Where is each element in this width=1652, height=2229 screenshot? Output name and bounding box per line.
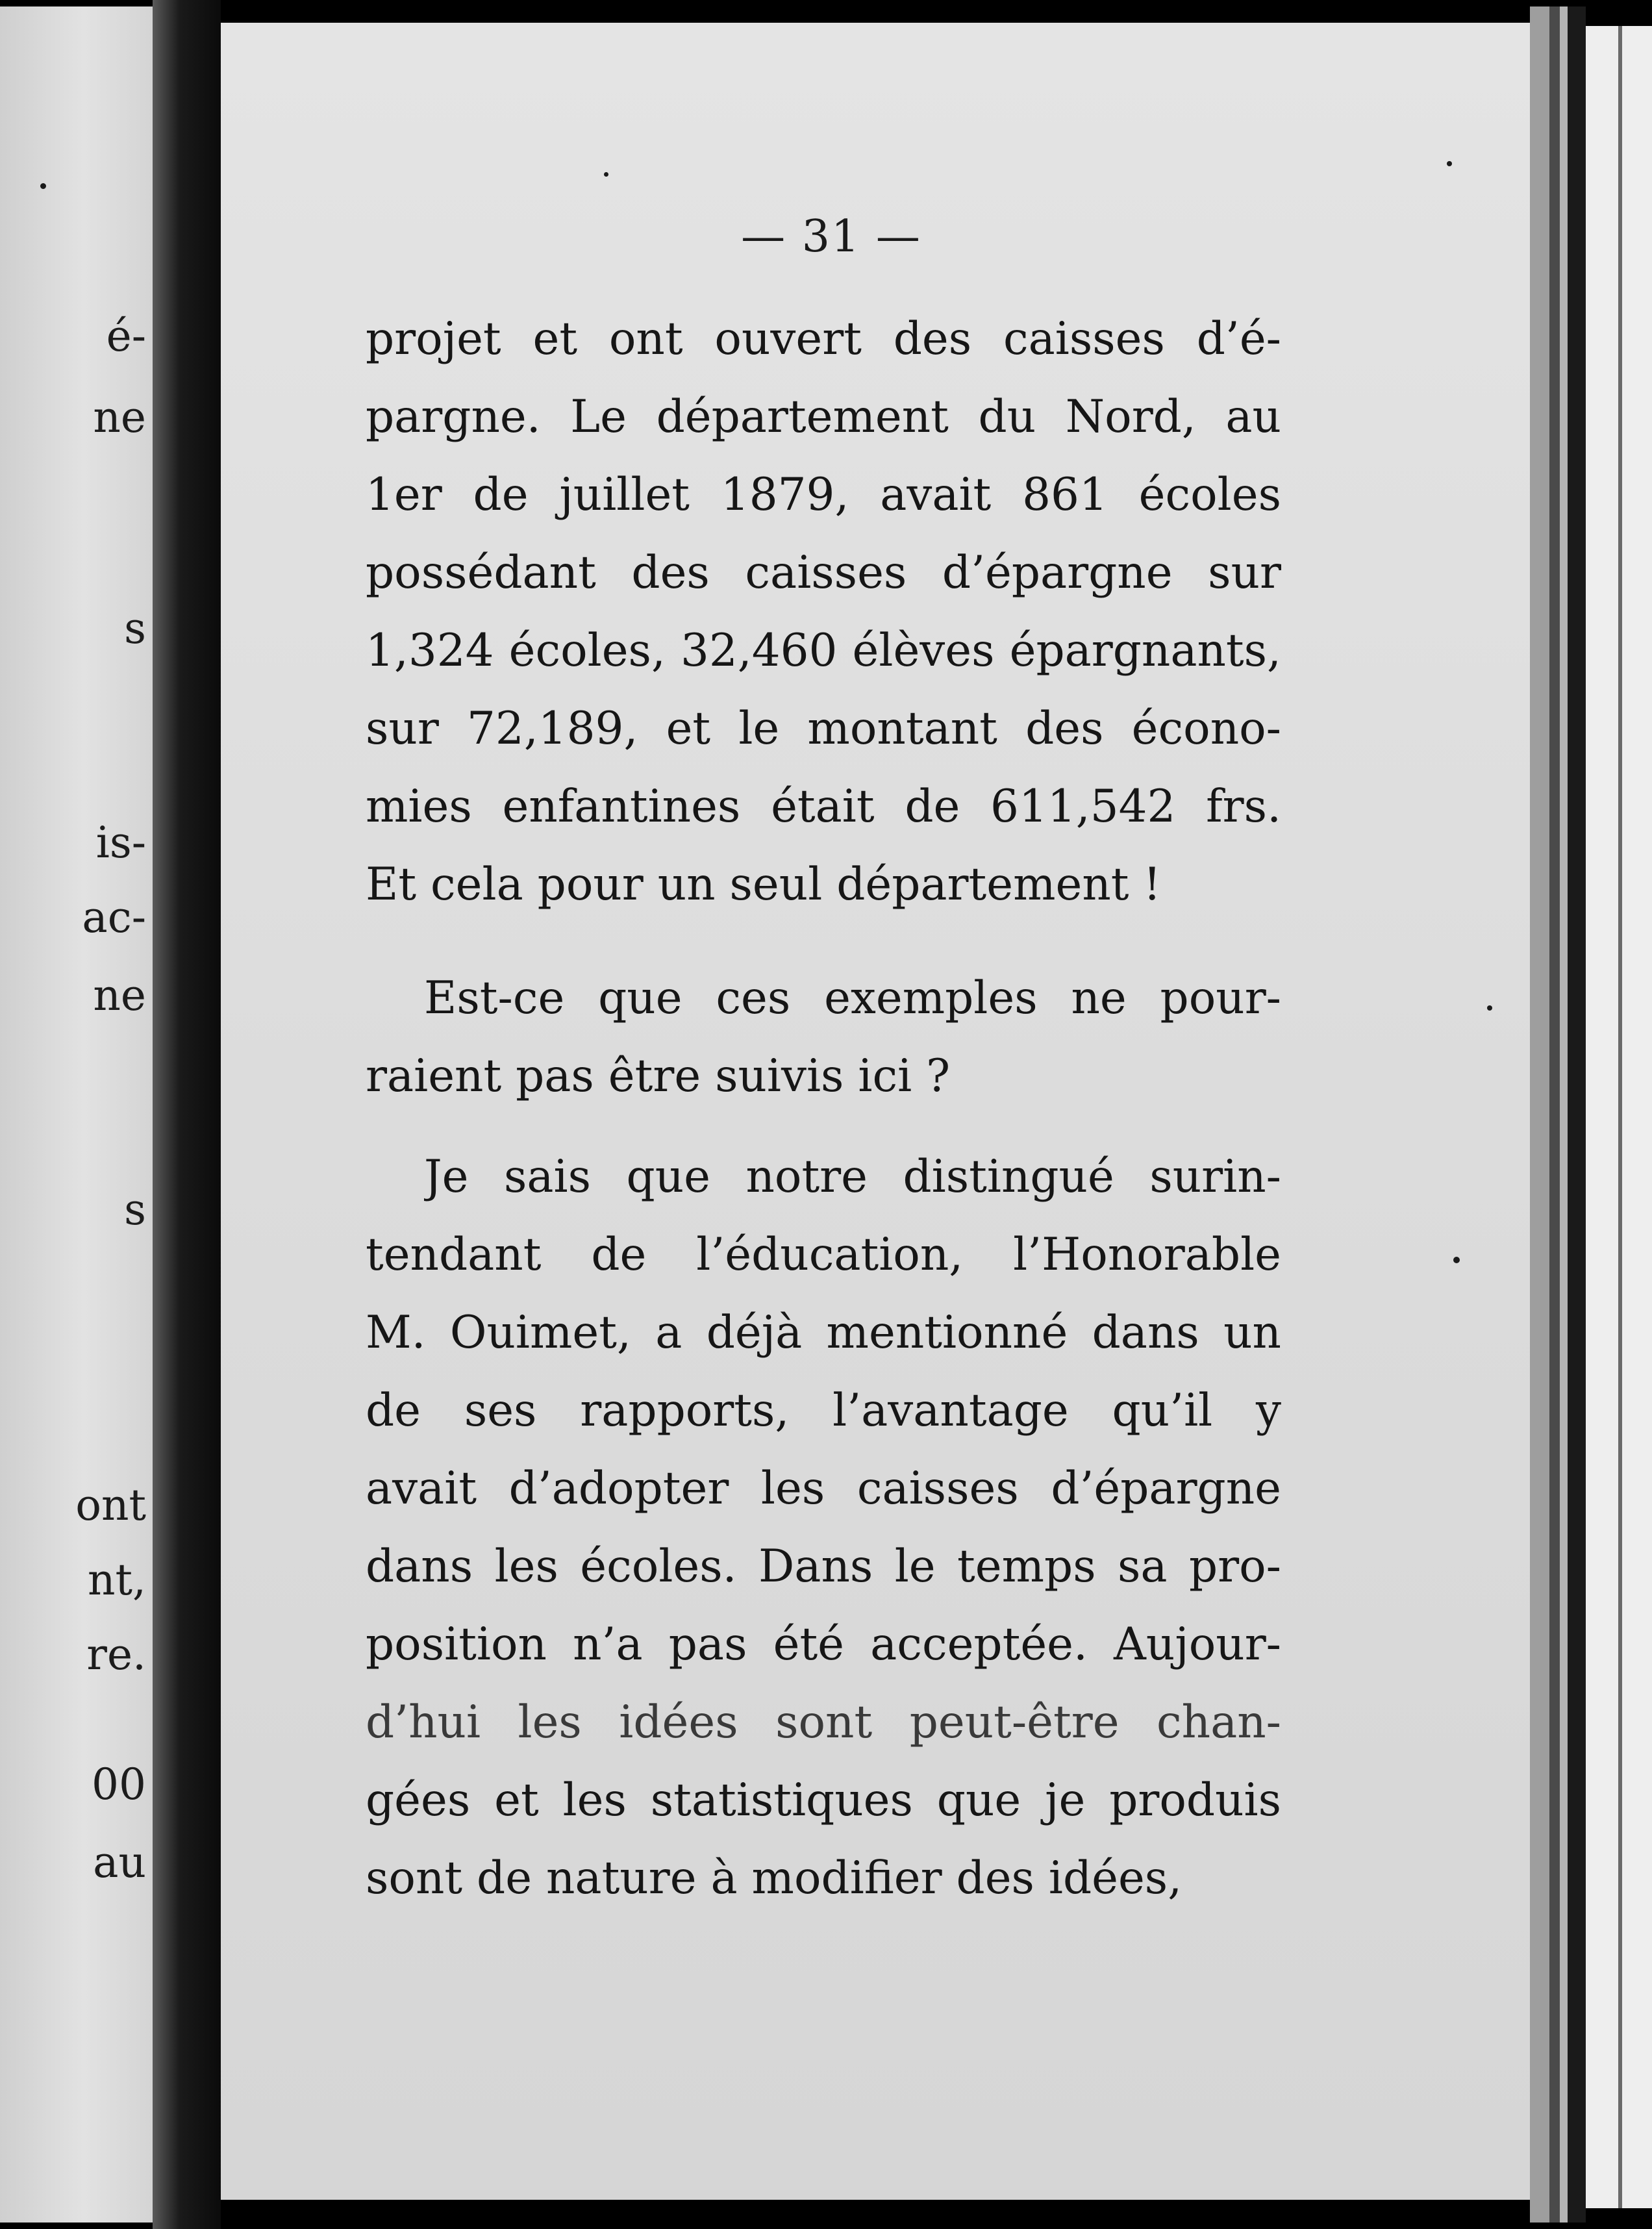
text-line: mies enfantines était de 611,542 frs. [366, 781, 1281, 833]
previous-page-fragment: nt, [87, 1559, 146, 1602]
page-edge-stack [1568, 6, 1586, 2223]
scan-speck [604, 172, 608, 177]
text-line: sur 72,189, et le montant des écono- [366, 703, 1281, 755]
book-gutter [153, 0, 221, 2229]
text-line: avait d’adopter les caisses d’épargne [366, 1463, 1281, 1515]
previous-page-edge [0, 6, 153, 2223]
previous-page-fragment: é- [106, 315, 146, 358]
previous-page-fragment: s [124, 607, 146, 650]
previous-page-fragment: ne [93, 396, 146, 439]
text-line: 1,324 écoles, 32,460 élèves épargnants, [366, 625, 1281, 677]
text-line: raient pas être suivis ici ? [366, 1050, 951, 1102]
text-line: tendant de l’éducation, l’Honorable [366, 1229, 1281, 1281]
text-line: projet et ont ouvert des caisses d’é- [366, 313, 1281, 365]
text-line: Est-ce que ces exemples ne pour- [424, 972, 1281, 1024]
page-number: — 31 — [741, 211, 921, 262]
previous-page-fragment: is- [95, 822, 146, 864]
text-line: dans les écoles. Dans le temps sa pro- [366, 1541, 1281, 1593]
text-line: M. Ouimet, a déjà mentionné dans un [366, 1307, 1281, 1359]
scan-speck [40, 183, 46, 189]
text-line: possédant des caisses d’épargne sur [366, 547, 1281, 599]
previous-page-fragment: ac- [82, 896, 146, 939]
text-line: pargne. Le département du Nord, au [366, 391, 1281, 443]
previous-page-fragment: s [124, 1189, 146, 1231]
previous-page-fragment: au [93, 1841, 146, 1884]
scan-speck [1447, 161, 1452, 166]
previous-page-fragment: re. [86, 1633, 146, 1676]
previous-page-fragment: 00 [92, 1763, 146, 1806]
page-edge-stack [1530, 6, 1549, 2223]
text-line: 1er de juillet 1879, avait 861 écoles [366, 469, 1281, 521]
page-edge-stack [1560, 6, 1568, 2223]
text-line: sont de nature à modifier des idées, [366, 1852, 1183, 1904]
text-line: position n’a pas été acceptée. Aujour- [366, 1618, 1281, 1670]
text-line: Et cela pour un seul département ! [366, 859, 1162, 911]
page-edge-line [1618, 26, 1622, 2208]
previous-page-fragment: ont [75, 1484, 146, 1527]
scan-speck [1487, 1005, 1492, 1011]
text-line: d’hui les idées sont peut-être chan- [366, 1696, 1281, 1748]
text-line: de ses rapports, l’avantage qu’il y [366, 1385, 1281, 1437]
previous-page-fragment: ne [93, 974, 146, 1017]
scan-speck [1453, 1257, 1460, 1263]
page-edge-stack [1549, 6, 1560, 2223]
text-line: Je sais que notre distingué surin- [424, 1151, 1281, 1203]
text-line: gées et les statistiques que je produis [366, 1774, 1281, 1826]
